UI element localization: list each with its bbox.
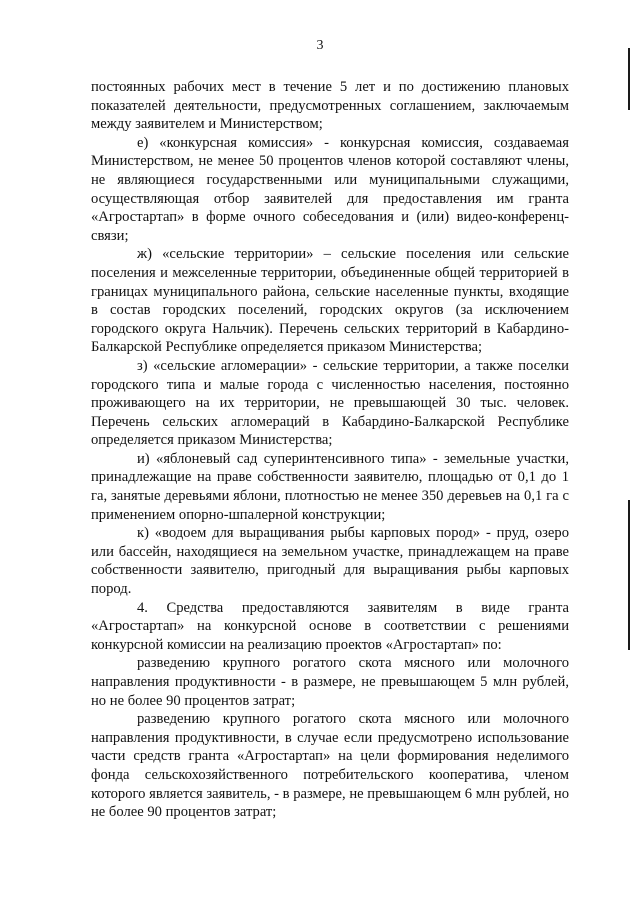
page-number: 3 bbox=[316, 38, 324, 53]
paragraph-definition-k: к) «водоем для выращивания рыбы карповых пород» - пруд, озеро или бассейн, находящиеся на земельном участке, принадлежащем на праве собственности заявителю, пригодный для выращивания рыбы карповых пород. bbox=[91, 525, 569, 598]
paragraph-continuation: постоянных рабочих мест в течение 5 лет и по достижению плановых показателей деятельности, предусмотренных соглашением, заключаемым между заявителем и Министерством; bbox=[91, 79, 569, 133]
paragraph-definition-i: и) «яблоневый сад суперинтенсивного типа» - земельные участки, принадлежащие на праве собственности заявителю, площадью от 0,1 до 1 га, занятые деревьями яблони, плотностью не менее 350 деревьев на 0,1 га с применением опорно-шпалерной конструкции; bbox=[91, 450, 569, 523]
paragraph-definition-zh: ж) «сельские территории» – сельские поселения или сельские поселения и межселенные территории, объединенные общей территорией в границах муниципального района, сельские населенные пункты, входящие в состав городских поселений, городских округов (за исключением городского округа Нальчик). Перечень сельских территорий в Кабардино-Балкарской Республике определяется приказом Министерства; bbox=[91, 246, 569, 356]
paragraph-definition-e: е) «конкурсная комиссия» - конкурсная комиссия, создаваемая Министерством, не менее 50 процентов членов которой составляют члены, не являющиеся государственными или муниципальными служащими, осуществляющая отбор заявителей для предоставления им гранта «Агростартап» в форме очного собеседования и (или) видео-конференц-связи; bbox=[91, 134, 569, 244]
paragraph-grant-cattle: разведению крупного рогатого скота мясного или молочного направления продуктивности - в размере, не превышающем 5 млн рублей, но не более 90 процентов затрат; bbox=[91, 655, 569, 709]
paragraph-section-4: 4. Средства предоставляются заявителям в виде гранта «Агростартап» на конкурсной основе в соответствии с решениями конкурсной комиссии на реализацию проектов «Агростартап» по: bbox=[91, 599, 569, 653]
scan-edge-line-top bbox=[628, 48, 630, 110]
document-body bbox=[91, 78, 569, 822]
paragraph-definition-z: з) «сельские агломерации» - сельские территории, а также поселки городского типа и малые города с численностью населения, постоянно проживающего на их территории, не превышающей 30 тыс. человек. Перечень сельских агломераций в Кабардино-Балкарской Республике определяется приказом Министерства; bbox=[91, 357, 569, 449]
paragraph-grant-cattle-cooperative: разведению крупного рогатого скота мясного или молочного направления продуктивности, в случае если предусмотрено использование части средств гранта «Агростартап» на цели формирования неделимого фонда сельскохозяйственного потребительского кооператива, членом которого является заявитель, - в размере, не превышающем 6 млн рублей, но не более 90 процентов затрат; bbox=[91, 711, 569, 821]
scan-edge-line-middle bbox=[628, 500, 630, 650]
